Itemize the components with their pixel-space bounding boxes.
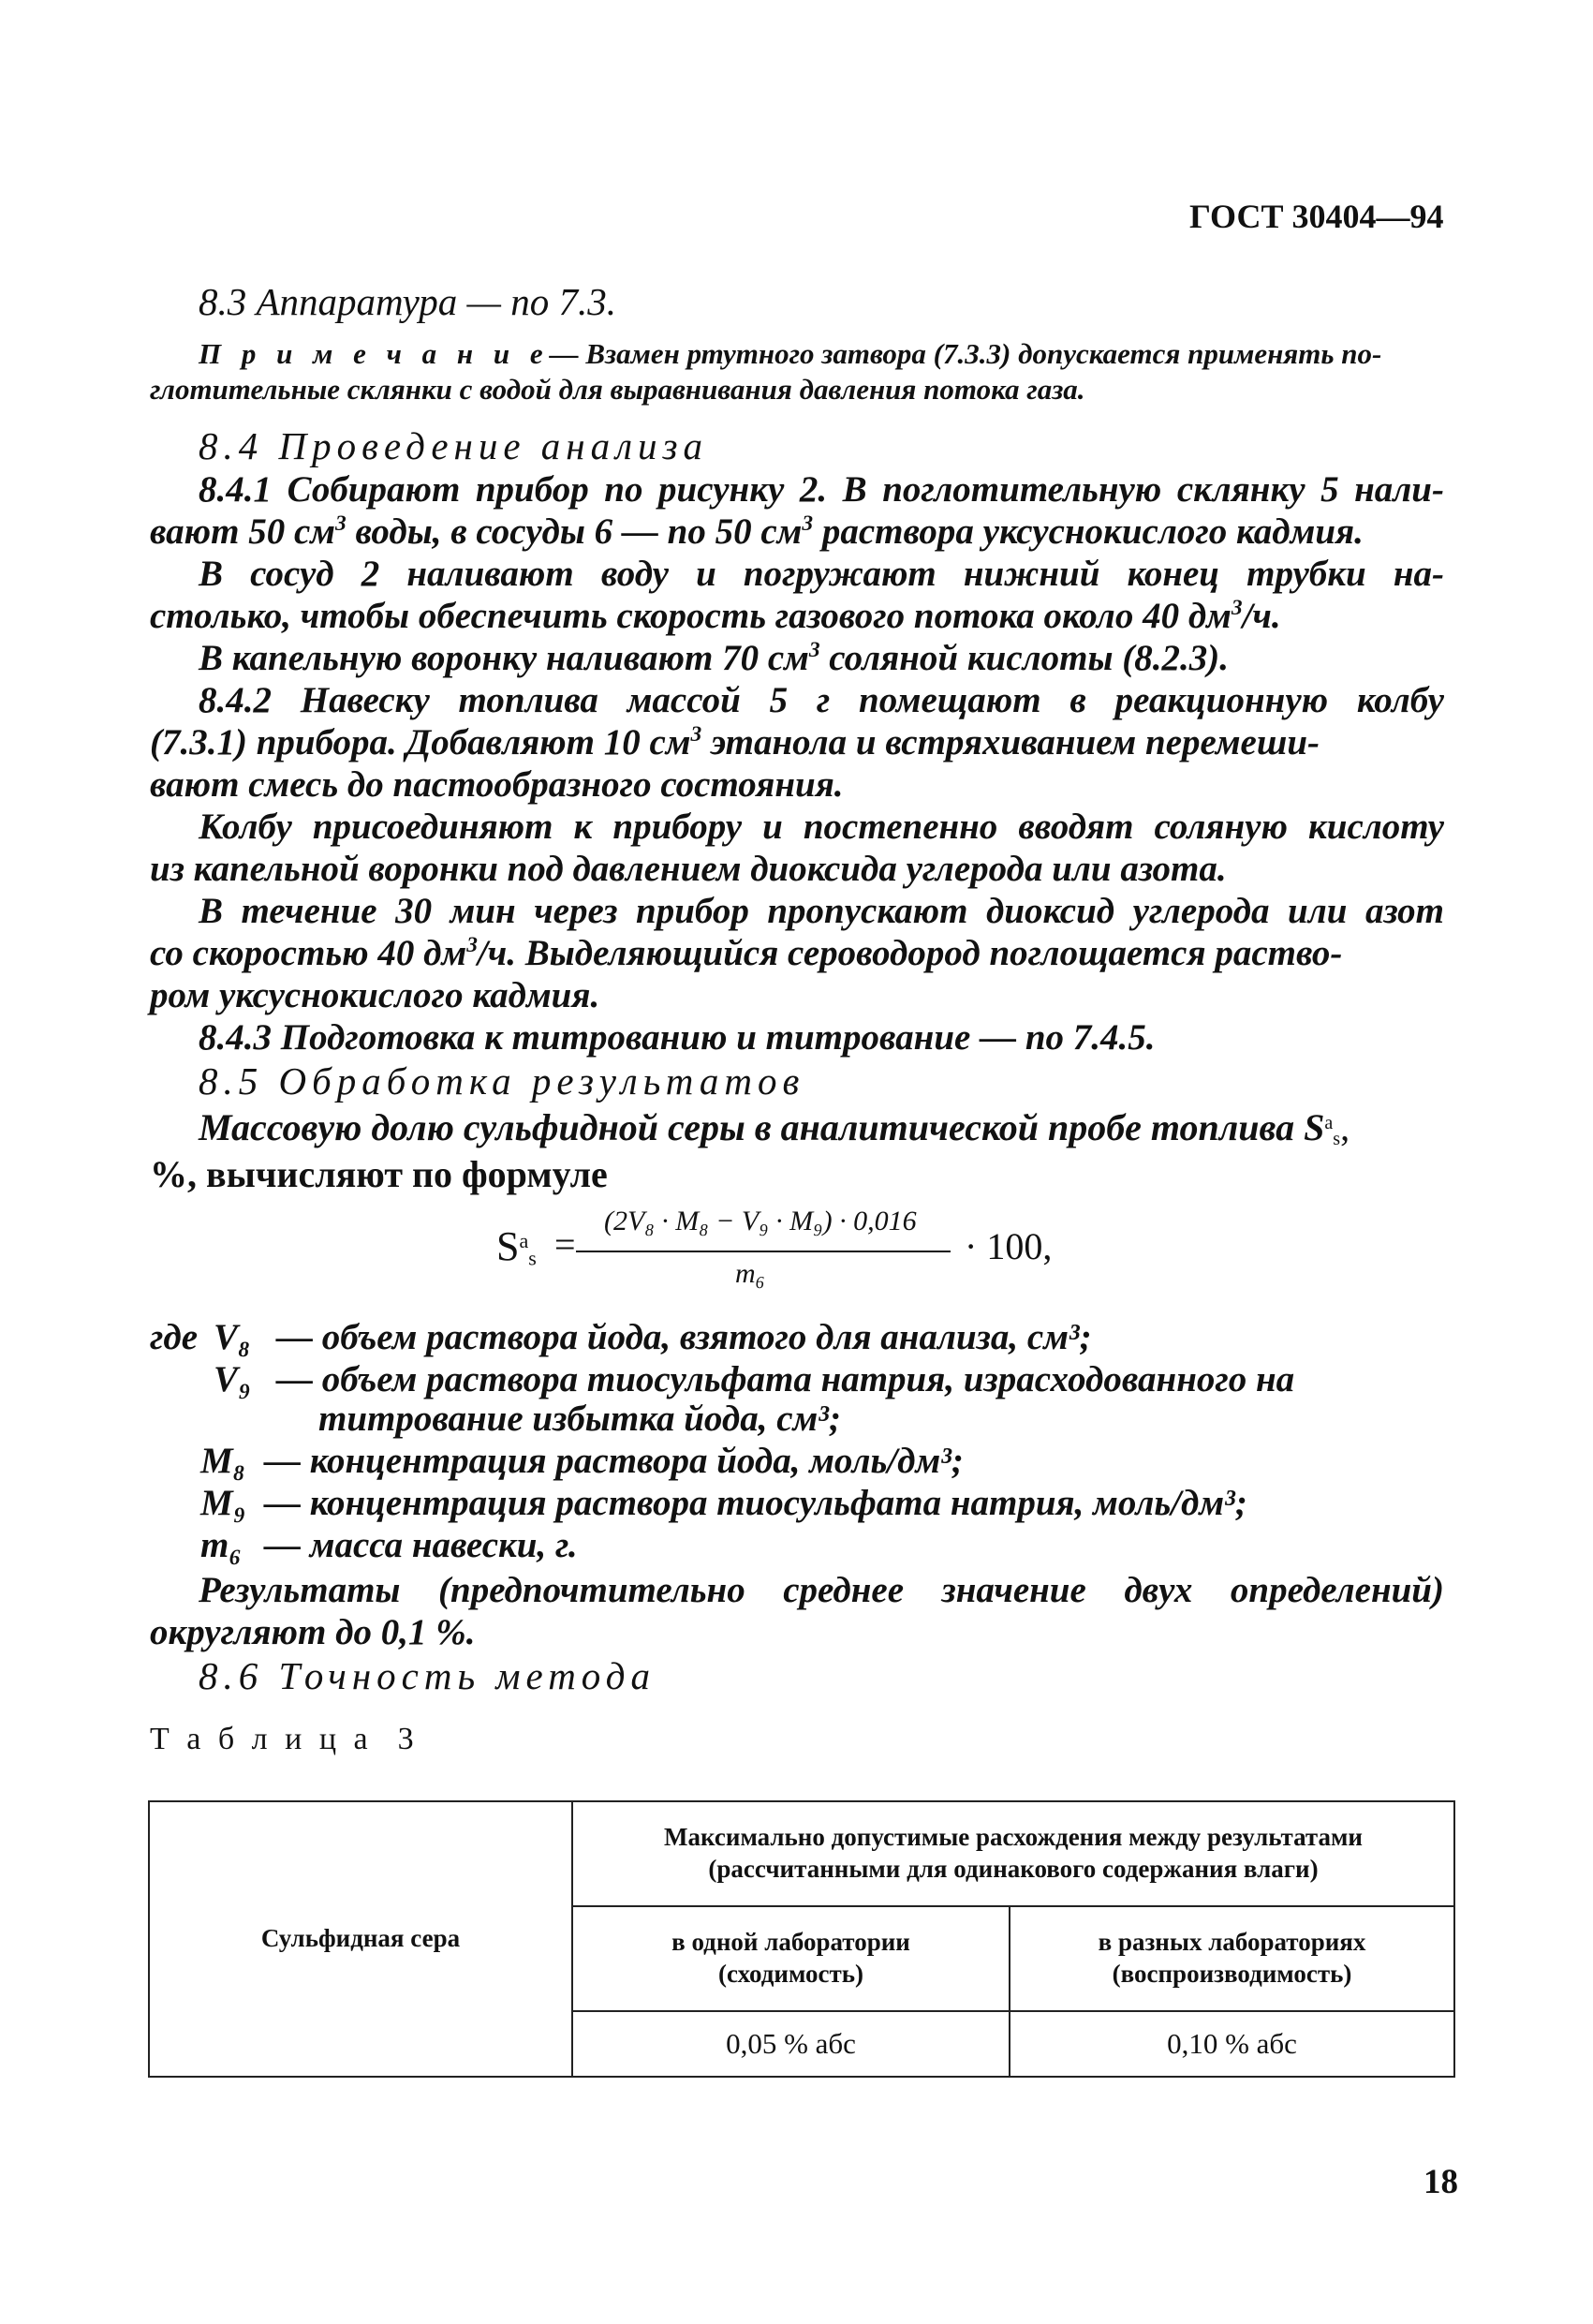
table-3 <box>148 1800 1455 2078</box>
table-3-caption: Т а б л и ц а 3 <box>150 1722 419 1756</box>
formula-lhs: $S^a_s$ <box>496 1223 537 1270</box>
formula <box>496 1204 1152 1307</box>
def-text-m8: — концентрация раствора йода, моль/дм³; <box>264 1441 964 1481</box>
section-8-5-heading: 8.5 Обработка результатов <box>199 1059 805 1103</box>
note-line-1 <box>199 337 1381 371</box>
formula-tail: · 100, <box>965 1225 1053 1267</box>
result-line-2: округляют до 0,1 %. <box>150 1612 476 1652</box>
def-symbol-v8: V₈ <box>214 1317 251 1357</box>
note-text-1: — Взамен ртутного затвора (7.3.3) допускается применять по- <box>549 337 1382 370</box>
table-value-reproducibility: 0,10 % абс <box>1010 2011 1454 2077</box>
p3-line: В капельную воронку наливают 70 $см^3$ соляной кислоты (8.2.3). <box>199 637 1230 678</box>
note-label: П р и м е ч а н и е <box>199 337 550 370</box>
table-col-sulfide-sulfur: Сульфидная сера <box>149 1801 572 2077</box>
p6-line-2: со скоростью 40 $дм^3/ч$. Выделяющийся сероводород поглощается раство- <box>150 932 1343 973</box>
def-symbol-m9: M₉ <box>200 1483 246 1523</box>
p5-line-2: из капельной воронки под давлением диоксида углерода или азота. <box>150 849 1227 889</box>
p1-line-2: вают 50 $см^3$ воды, в сосуды 6 — по 50 $см^3$ раствора уксуснокислого кадмия. <box>150 511 1364 552</box>
section-8-6-heading: 8.6 Точность метода <box>199 1654 656 1697</box>
table-value-repeatability: 0,05 % абс <box>572 2011 1010 2077</box>
formula-numerator: (2V₈ · M₈ − V₉ · M₉) · 0,016 <box>604 1206 917 1236</box>
table-header-repeatability: в одной лаборатории (сходимость) <box>572 1906 1010 2011</box>
def-symbol-v9: V₉ <box>214 1359 251 1399</box>
p7-line: 8.4.3 Подготовка к титрованию и титрование — по 7.4.5. <box>199 1017 1156 1058</box>
intro-line-1: Массовую долю сульфидной серы в аналитической пробе топлива $S^a_s$, <box>199 1106 1350 1149</box>
result-line-1: Результаты (предпочтительно среднее значение двух определений) <box>199 1570 1444 1610</box>
fraction-bar <box>576 1251 951 1252</box>
def-text-m9: — концентрация раствора тиосульфата натрия, моль/дм³; <box>264 1483 1247 1523</box>
table-header-reproducibility: в разных лабораториях (воспроизводимость) <box>1010 1906 1454 2011</box>
p4-line-1: 8.4.2 Навеску топлива массой 5 г помещают в реакционную колбу <box>199 680 1444 720</box>
intro-line-2: %, вычисляют по формуле <box>150 1153 608 1195</box>
page-number: 18 <box>1423 2163 1458 2201</box>
def-text-v9-cont: титрование избытка йода, см³; <box>318 1399 841 1439</box>
p1-line-1: 8.4.1 Собирают прибор по рисунку 2. В поглотительную склянку 5 нали- <box>199 469 1444 510</box>
standard-number: ГОСТ 30404—94 <box>1189 198 1444 235</box>
def-text-v8: — объем раствора йода, взятого для анализа, см³; <box>276 1317 1092 1357</box>
formula-equals: = <box>554 1223 576 1266</box>
def-symbol-m6: m₆ <box>200 1525 242 1565</box>
section-8-4-heading: 8.4 Проведение анализа <box>199 424 709 467</box>
p6-line-1: В течение 30 мин через прибор пропускают диоксид углерода или азот <box>199 891 1444 931</box>
p5-line-1: Колбу присоединяют к прибору и постепенно вводят соляную кислоту <box>199 807 1444 847</box>
table-group-header: Максимально допустимые расхождения между результатами (рассчитанными для одинакового содержания влаги) <box>572 1801 1454 1906</box>
p4-line-2: (7.3.1) прибора. Добавляют 10 $см^3$ этанола и встряхиванием перемеши- <box>150 721 1320 762</box>
def-where: где <box>150 1317 199 1357</box>
p6-line-3: ром уксуснокислого кадмия. <box>150 975 600 1015</box>
p2-line-2: столько, чтобы обеспечить скорость газового потока около 40 $дм^3/ч$. <box>150 595 1281 636</box>
p4-line-3: вают смесь до пастообразного состояния. <box>150 764 844 805</box>
section-8-3-heading: 8.3 Аппаратура — по 7.3. <box>199 280 616 323</box>
def-text-m6: — масса навески, г. <box>264 1525 578 1565</box>
note-line-2: глотительные склянки с водой для выравнивания давления потока газа. <box>150 373 1085 406</box>
formula-denominator: m₆ <box>735 1258 766 1289</box>
def-text-v9: — объем раствора тиосульфата натрия, израсходованного на <box>276 1359 1295 1399</box>
def-symbol-m8: M₈ <box>200 1441 246 1481</box>
p2-line-1: В сосуд 2 наливают воду и погружают нижний конец трубки на- <box>199 554 1444 594</box>
